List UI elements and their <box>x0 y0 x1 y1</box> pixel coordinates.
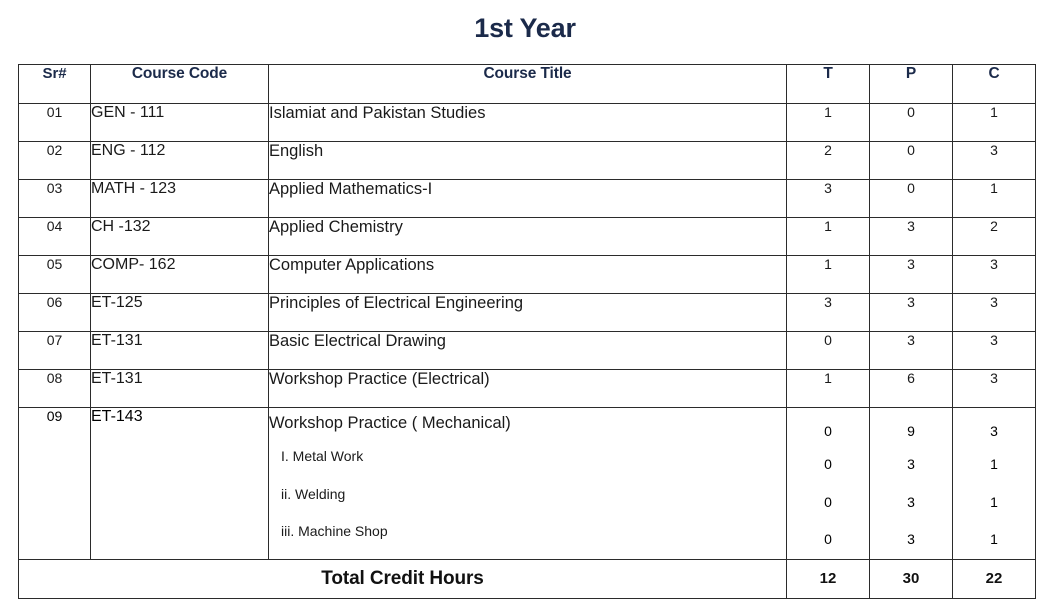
table-header <box>19 65 1036 104</box>
column-header-t: T <box>787 65 870 104</box>
cell-course-title: Computer Applications <box>269 256 787 294</box>
cell-c: 1 <box>953 104 1036 142</box>
cell-p: 0 <box>870 180 953 218</box>
table-row <box>19 142 1036 180</box>
cell-course-title: Workshop Practice (Electrical) <box>269 370 787 408</box>
cell-t: 2 <box>787 142 870 180</box>
page-title: 1st Year <box>474 13 576 43</box>
cell-p: 0 <box>870 142 953 180</box>
cell-course-code: ET-143 <box>91 408 269 560</box>
sub-item-value-t: 0 <box>824 531 832 547</box>
cell-t: 1 <box>787 218 870 256</box>
cell-course-code: ENG - 112 <box>91 142 269 180</box>
table-row-grouped <box>19 408 1036 560</box>
cell-t: 0 <box>787 332 870 370</box>
total-value-p: 30 <box>870 559 953 598</box>
cell-sr: 01 <box>19 104 91 142</box>
cell-course-title-group <box>269 408 787 560</box>
cell-t: 3 <box>787 294 870 332</box>
sub-item-value-t: 0 <box>824 493 832 510</box>
cell-course-code: ET-131 <box>91 332 269 370</box>
cell-course-code: GEN - 111 <box>91 104 269 142</box>
cell-c: 1 <box>953 180 1036 218</box>
column-header-course-code: Course Code <box>91 65 269 104</box>
cell-p-group <box>870 408 953 560</box>
cell-course-code: MATH - 123 <box>91 180 269 218</box>
cell-c: 2 <box>953 218 1036 256</box>
cell-course-title: Applied Chemistry <box>269 218 787 256</box>
total-value-c: 22 <box>953 559 1036 598</box>
cell-t-group <box>787 408 870 560</box>
table-row <box>19 180 1036 218</box>
cell-t: 1 <box>787 370 870 408</box>
cell-course-code: COMP- 162 <box>91 256 269 294</box>
cell-p: 3 <box>870 256 953 294</box>
cell-c-group <box>953 408 1036 560</box>
cell-course-code: ET-131 <box>91 370 269 408</box>
sub-item-value-p: 3 <box>907 531 915 547</box>
table-body <box>19 104 1036 599</box>
cell-course-title: Islamiat and Pakistan Studies <box>269 104 787 142</box>
cell-course-title: Applied Mathematics-I <box>269 180 787 218</box>
total-row <box>19 559 1036 598</box>
sub-item-value-c: 1 <box>990 493 998 510</box>
cell-p: 6 <box>870 370 953 408</box>
cell-course-code: CH -132 <box>91 218 269 256</box>
cell-course-title: Principles of Electrical Engineering <box>269 294 787 332</box>
column-header-c: C <box>953 65 1036 104</box>
sub-item-value-c: 1 <box>990 456 998 472</box>
table-row <box>19 104 1036 142</box>
cell-p: 3 <box>870 294 953 332</box>
course-table <box>18 64 1036 599</box>
cell-course-code: ET-125 <box>91 294 269 332</box>
cell-sr: 09 <box>19 408 91 560</box>
cell-c: 3 <box>953 294 1036 332</box>
sub-item-label: I. Metal Work <box>281 448 364 464</box>
cell-c: 3 <box>953 256 1036 294</box>
group-value-c: 3 <box>990 423 998 439</box>
group-value-t: 0 <box>824 423 832 439</box>
cell-sr: 03 <box>19 180 91 218</box>
cell-c: 3 <box>953 332 1036 370</box>
sub-item-value-p: 3 <box>907 456 915 472</box>
sub-item-value-p: 3 <box>907 493 915 510</box>
cell-c: 3 <box>953 370 1036 408</box>
cell-p: 0 <box>870 104 953 142</box>
cell-sr: 06 <box>19 294 91 332</box>
table-row <box>19 370 1036 408</box>
table-row <box>19 256 1036 294</box>
group-value-p: 9 <box>907 423 915 439</box>
cell-sr: 04 <box>19 218 91 256</box>
cell-course-title: Basic Electrical Drawing <box>269 332 787 370</box>
cell-p: 3 <box>870 218 953 256</box>
header-row <box>19 65 1036 104</box>
sub-item-label: ii. Welding <box>281 485 346 502</box>
total-value-t: 12 <box>787 559 870 598</box>
column-header-sr: Sr# <box>19 65 91 104</box>
column-header-p: P <box>870 65 953 104</box>
table-row <box>19 218 1036 256</box>
cell-t: 1 <box>787 104 870 142</box>
cell-sr: 08 <box>19 370 91 408</box>
total-label: Total Credit Hours <box>19 559 787 598</box>
sub-item-label: iii. Machine Shop <box>281 523 388 539</box>
group-title: Workshop Practice ( Mechanical) <box>269 414 511 432</box>
cell-sr: 02 <box>19 142 91 180</box>
table-row <box>19 332 1036 370</box>
table-row <box>19 294 1036 332</box>
cell-sr: 07 <box>19 332 91 370</box>
sub-item-value-t: 0 <box>824 456 832 472</box>
cell-c: 3 <box>953 142 1036 180</box>
cell-t: 3 <box>787 180 870 218</box>
cell-t: 1 <box>787 256 870 294</box>
sub-item-value-c: 1 <box>990 531 998 547</box>
cell-course-title: English <box>269 142 787 180</box>
course-table-container <box>18 64 1035 599</box>
column-header-course-title: Course Title <box>269 65 787 104</box>
cell-p: 3 <box>870 332 953 370</box>
cell-sr: 05 <box>19 256 91 294</box>
